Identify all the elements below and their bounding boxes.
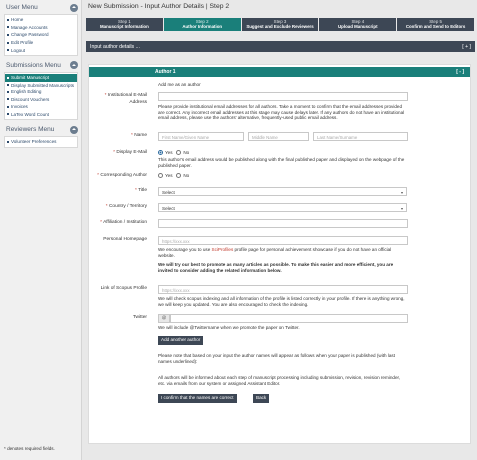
twitter-note: We will include @Twittername when we promote the paper on Twitter. — [158, 325, 300, 330]
promote-note: We will try our best to promote as many articles as possible. To make this easier and more efficient, you are invited to consider adding the related information below. — [158, 262, 394, 273]
twitter-at-addon: @ — [158, 314, 170, 323]
submissions-menu-list — [4, 72, 78, 120]
sidebar-item-manage-accounts[interactable]: Manage Accounts — [5, 24, 77, 32]
twitter-label: Twitter — [132, 315, 147, 320]
homepage-field[interactable]: https://xxx.xxx — [158, 236, 408, 245]
homepage-note: We encourage you to use SciProfiles profile page for personal achievement showcase if you do not have an official website. — [158, 247, 392, 258]
bullet-icon — [7, 77, 9, 79]
last-name-field[interactable]: Last Name/Surname — [313, 132, 408, 141]
affiliation-label: * Affiliation / Institution — [100, 220, 147, 225]
sidebar-item-submit-manuscript[interactable]: Submit Manuscript — [5, 74, 77, 82]
name-label: * Name — [130, 133, 147, 138]
submissions-menu-title: Submissions Menu — [6, 61, 61, 69]
reviewers-menu-list — [4, 136, 78, 148]
user-menu-header[interactable] — [0, 2, 81, 13]
display-email-note: This author's email address would be published along with the final published paper and displayed on the webpage of the published paper. — [158, 157, 405, 168]
step-progress — [86, 18, 475, 31]
submissions-menu-header[interactable] — [0, 60, 81, 71]
middle-name-field[interactable]: Middle Name — [248, 132, 309, 141]
sidebar-item-logout[interactable]: Logout — [5, 46, 77, 54]
page-title: New Submission - Input Author Details | Step 2 — [88, 3, 230, 10]
country-select[interactable]: Select ▾ — [158, 203, 407, 212]
sidebar-item-latex-word-count[interactable]: LaTex Word Count — [5, 111, 77, 119]
sidebar-item-discount-vouchers[interactable]: Discount Vouchers — [5, 95, 77, 103]
reviewers-menu-title: Reviewers Menu — [6, 126, 55, 134]
author-form — [88, 64, 471, 444]
step-4: Step 4 Upload Manuscript — [319, 18, 396, 31]
collapse-up-icon[interactable] — [70, 4, 78, 12]
step-5: Step 5 Confirm and Send to Editors — [397, 18, 474, 31]
back-button[interactable]: Back — [253, 394, 269, 403]
confirm-names-button[interactable]: I confirm that the names are correct — [158, 394, 237, 403]
country-label: * Country / Territory — [105, 204, 147, 209]
scopus-field[interactable]: https://xxx.xxx — [158, 285, 408, 294]
email-label: * Institutional E-Mail Address — [104, 93, 147, 105]
bullet-icon — [7, 106, 9, 108]
step-3: Step 3 Suggest and Exclude Reviewers — [242, 18, 319, 31]
required-footnote: * denotes required fields. — [4, 446, 55, 451]
twitter-field[interactable] — [170, 314, 408, 323]
display-email-radios: Yes No — [158, 150, 408, 156]
scopus-note: We will check scopus indexing and all information of the profile is listed correctly in your profile. If there is anything wrong, we will keep you updated. You are also encouraged to check the indexing. — [158, 296, 405, 307]
corresponding-no-radio[interactable] — [176, 173, 181, 178]
display-email-label: * Display E-Mail — [113, 150, 147, 155]
author-1-header — [89, 67, 470, 77]
chevron-down-icon: ▾ — [400, 189, 403, 195]
step-1: Step 1 Manuscript Information — [86, 18, 163, 31]
sidebar — [0, 0, 82, 460]
scopus-label: Link of Scopus Profile — [100, 286, 147, 291]
sidebar-item-edit-profile[interactable]: Edit Profile — [5, 39, 77, 47]
bullet-icon — [7, 98, 9, 100]
collapse-up-icon[interactable] — [70, 126, 78, 134]
bullet-icon — [7, 141, 9, 143]
sidebar-item-volunteer-preferences[interactable]: Volunteer Preferences — [5, 138, 77, 146]
corresponding-yes-radio[interactable] — [158, 173, 163, 178]
bullet-icon — [7, 91, 9, 93]
email-note: Please provide institutional email addresses for all authors. Take a moment to confirm that the email addresses provided are correct. Any incorrect email addresses at this stage may cause delays later. If any authors do not have an institutional email address, please use the authors' alternative, frequently-used public email address. — [158, 104, 405, 120]
collapse-toggle[interactable]: [ - ] — [456, 69, 464, 75]
main-content — [84, 0, 477, 460]
sciprofiles-link[interactable]: SciProfiles — [211, 247, 234, 252]
expand-toggle[interactable]: [ + ] — [462, 43, 471, 50]
step-2: Step 2 Author Information — [164, 18, 241, 31]
sidebar-item-display-submitted[interactable]: Display Submitted Manuscripts — [5, 82, 77, 88]
bullet-icon — [7, 19, 9, 21]
reviewers-menu-header[interactable] — [0, 124, 81, 135]
sidebar-item-invoices[interactable]: Invoices — [5, 103, 77, 111]
bullet-icon — [7, 34, 9, 36]
bullet-icon — [7, 26, 9, 28]
user-menu-title: User Menu — [6, 4, 38, 11]
add-another-author-button[interactable]: Add another author — [158, 336, 203, 345]
sidebar-item-home[interactable]: Home — [5, 16, 77, 24]
names-note: Please note that based on your input the author names will appear as follows when your paper is published (with last names underlined): — [158, 353, 395, 364]
title-label: * Title — [134, 188, 147, 193]
corresponding-label: * Corresponding Author — [97, 173, 147, 178]
sidebar-item-english-editing[interactable]: English Editing — [5, 88, 77, 96]
first-name-field[interactable]: First Name/Given Name — [158, 132, 244, 141]
affiliation-field[interactable] — [158, 219, 408, 228]
title-select[interactable]: Select ▾ — [158, 187, 407, 196]
bullet-icon — [7, 49, 9, 51]
homepage-label: Personal Homepage — [103, 237, 147, 242]
display-email-yes-radio[interactable] — [158, 150, 163, 155]
corresponding-radios: Yes No — [158, 173, 408, 179]
email-field[interactable] — [158, 92, 408, 101]
bullet-icon — [7, 113, 9, 115]
display-email-no-radio[interactable] — [176, 150, 181, 155]
chevron-down-icon: ▾ — [400, 205, 403, 211]
sidebar-item-change-password[interactable]: Change Password — [5, 31, 77, 39]
panel-title: Input author details ... — [90, 43, 140, 50]
input-author-panel-header[interactable] — [86, 41, 475, 52]
add-me-link[interactable]: Add me as an author — [158, 82, 201, 87]
user-menu-list — [4, 14, 78, 56]
bullet-icon — [7, 84, 9, 86]
author-heading: Author 1 — [155, 69, 176, 75]
inform-note: All authors will be informed about each step of manuscript processing including submission, revision, revision reminder, etc. via emails from our system or assigned Assistant Editor. — [158, 375, 401, 386]
collapse-up-icon[interactable] — [70, 61, 78, 69]
bullet-icon — [7, 42, 9, 44]
